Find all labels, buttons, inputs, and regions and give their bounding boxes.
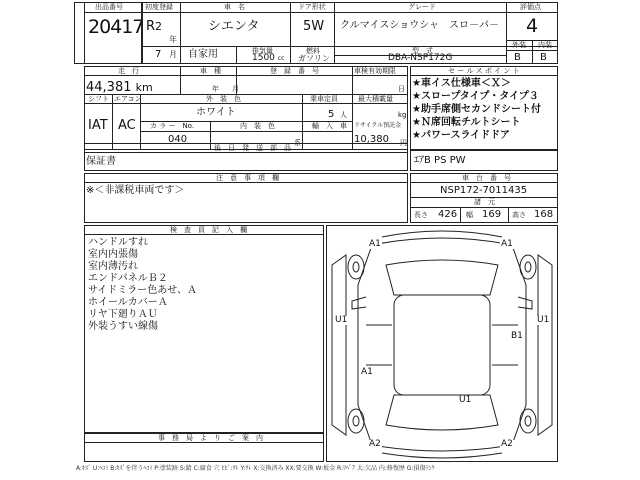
- selling-point: ★パワースライドドア: [412, 130, 510, 141]
- inspection-title: 検 査 員 記 入 欄: [170, 226, 247, 234]
- int-label: 内装: [538, 41, 552, 49]
- load-unit: kg: [398, 111, 407, 119]
- damage-mark: A2: [369, 439, 381, 449]
- parts-value: 保証書: [86, 156, 116, 167]
- capacity-unit: 人: [340, 111, 347, 119]
- len-label: 長さ: [414, 211, 428, 219]
- selling-point: ★Ｎ席回転チルトシート: [412, 117, 521, 128]
- ext-label: 外装: [512, 41, 526, 49]
- recycle-label: リサイクル預託金: [354, 122, 402, 129]
- damage-mark: A1: [369, 239, 381, 249]
- capacity: 5: [328, 109, 335, 120]
- inspection-item: エンドパネルＢ２: [88, 273, 168, 284]
- door-label: ドア形状: [298, 3, 326, 11]
- height-label: 高さ: [512, 211, 526, 219]
- car-type-label: 車 種: [200, 67, 221, 75]
- damage-mark: B1: [511, 331, 523, 341]
- door-type: 5W: [303, 19, 325, 34]
- month-num: 7: [155, 49, 162, 60]
- width: 169: [482, 209, 502, 220]
- capacity-label: 乗車定員: [310, 95, 338, 103]
- office-title: 事 務 局 よ り ご 案 内: [158, 434, 263, 442]
- selling-point: ★助手席側セカンドシート付: [412, 104, 541, 115]
- damage-mark: U1: [459, 395, 472, 405]
- exp-year-unit: 年: [212, 85, 219, 93]
- car-name: シエンタ: [208, 19, 260, 34]
- length: 426: [438, 209, 458, 220]
- grade: クルマイスショウシャ スロ－パ－: [340, 20, 499, 31]
- color-label: 外 装 色: [206, 95, 241, 103]
- score-label: 評価点: [520, 3, 541, 11]
- shift-label: シフト: [88, 95, 109, 103]
- expiry-label: 車検有効期限: [354, 67, 396, 75]
- month-unit: 月: [169, 50, 177, 59]
- mileage-label: 走 行: [118, 67, 139, 75]
- damage-mark: A1: [501, 239, 513, 249]
- int-color-unit: 系: [294, 139, 301, 147]
- color-no-label: カ ラ ー No.: [150, 122, 195, 130]
- year-era: R2: [146, 19, 163, 34]
- grade-label: グレード: [408, 3, 436, 11]
- ext-color: ホワイト: [196, 107, 236, 118]
- damage-mark: U1: [537, 315, 550, 325]
- recycle-amount: 10,380: [354, 134, 389, 145]
- first-reg-label: 初度登録: [145, 3, 173, 11]
- usage: 自家用: [188, 49, 218, 60]
- model-label: 型 式: [412, 47, 433, 55]
- aircon: AC: [118, 118, 136, 133]
- damage-mark: A2: [501, 439, 513, 449]
- footer-legend: A:ｷｽﾞ U:ﾍｺﾐ B:ｷｽﾞを伴うﾍｺﾐ P:塗装跡 S:錆 C:腐食 穴 ﾋﾋﾞ:ﾜﾚ Y:ﾜﾚ X:交換済み XX:要交換 W:板金 R:ﾘﾍﾟｱ 大:欠品 内:修復歴 G:損傷ﾗﾝｸ: [76, 465, 435, 472]
- int-color-label: 内 装 色: [240, 122, 275, 130]
- inspection-item: ハンドルすれ: [88, 237, 148, 248]
- width-label: 幅: [466, 211, 473, 219]
- inspection-item: 室内薄汚れ: [88, 261, 138, 272]
- notes-value: ※＜非課税車両です＞: [86, 185, 185, 196]
- chassis-number: NSP172-7011435: [440, 185, 528, 196]
- reg-no-label: 登 録 番 号: [270, 67, 319, 75]
- shift: IAT: [88, 118, 108, 133]
- selling-point: ★スロープタイプ・タイプ３: [412, 91, 539, 102]
- ac-label: エアコン: [114, 95, 142, 103]
- selling-points-title: セ ー ル ス ポ イ ン ト: [448, 67, 520, 75]
- year-unit: 年: [169, 35, 177, 44]
- displacement: 1500 cc: [252, 53, 285, 63]
- inspection-item: ホイールカバーＡ: [88, 297, 168, 308]
- dims-title: 諸 元: [474, 198, 495, 206]
- exp-month-unit: 月: [232, 85, 239, 93]
- score: 4: [526, 15, 539, 37]
- mileage: 44,381 km: [86, 80, 153, 95]
- lot-number: 20417: [88, 16, 144, 38]
- chassis-title: 車 台 番 号: [462, 174, 511, 182]
- fuel: ガソリン: [298, 54, 330, 63]
- int-grade: B: [540, 52, 547, 63]
- color-no: 040: [168, 134, 188, 145]
- fuel-label: 燃料: [306, 47, 320, 55]
- height: 168: [534, 209, 554, 220]
- import-label: 輸 入 車: [312, 122, 347, 130]
- parts-title: 後 日 発 送 部 品: [214, 144, 291, 152]
- damage-mark: U1: [335, 315, 348, 325]
- lot-label: 出品番号: [95, 3, 123, 11]
- recycle-unit: 円: [400, 139, 407, 147]
- selling-point: ★車イス仕様車＜Ｘ＞: [412, 78, 511, 89]
- car-outline-diagram: [326, 225, 558, 462]
- ext-grade: B: [514, 52, 521, 63]
- displacement-label: 排気量: [252, 47, 273, 55]
- equipment: ｴｱB PS PW: [414, 155, 466, 166]
- inspection-item: 外装うすい線傷: [88, 321, 158, 332]
- inspection-item: リヤ下廻りＡＵ: [88, 309, 158, 320]
- notes-title: 注 意 事 項 欄: [216, 174, 279, 182]
- inspection-item: サイドミラー色あせ、Ａ: [88, 285, 197, 296]
- inspection-item: 室内内張傷: [88, 249, 138, 260]
- damage-mark: A1: [361, 367, 373, 377]
- load-label: 最大積載量: [358, 95, 393, 103]
- car-name-label: 車 名: [224, 3, 245, 11]
- exp-day-unit: 日: [398, 85, 405, 93]
- model: DBA-NSP172G: [388, 53, 453, 63]
